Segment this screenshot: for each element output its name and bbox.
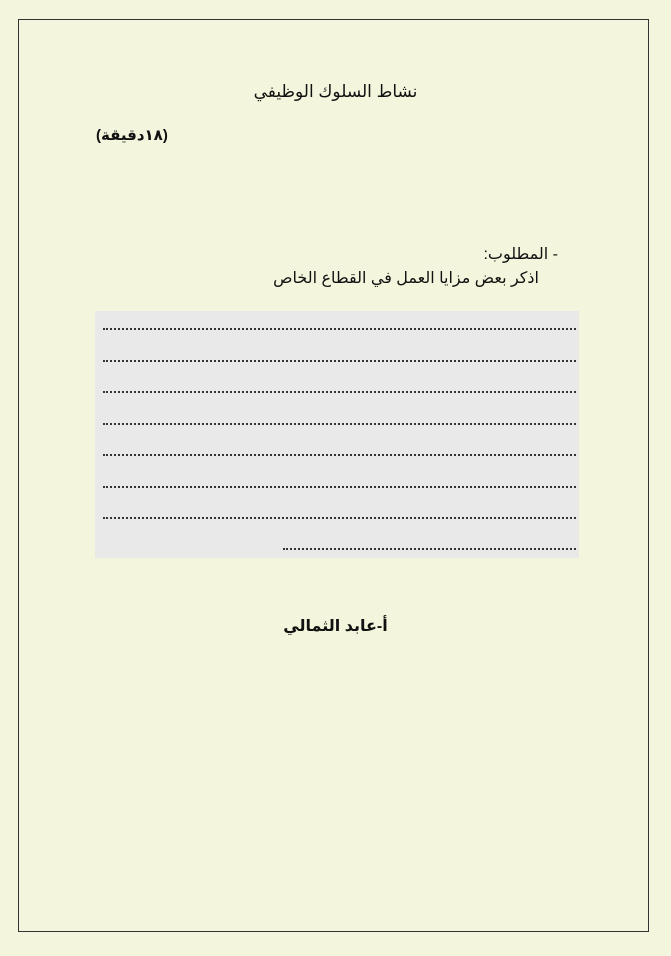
answer-line [103,486,576,488]
answer-line [103,517,576,519]
teacher-signature: أ-عابد الثمالي [283,618,388,635]
activity-duration: (١٨دقيقة) [96,127,168,144]
question-text: اذكر بعض مزايا العمل في القطاع الخاص [273,270,539,287]
answer-line [103,360,576,362]
answer-area [95,311,579,558]
answer-line [283,548,576,550]
answer-line [103,328,576,330]
answer-line [103,454,576,456]
required-label: - المطلوب: [483,246,558,263]
answer-line [103,423,576,425]
answer-line [103,391,576,393]
activity-title: نشاط السلوك الوظيفي [253,82,418,101]
